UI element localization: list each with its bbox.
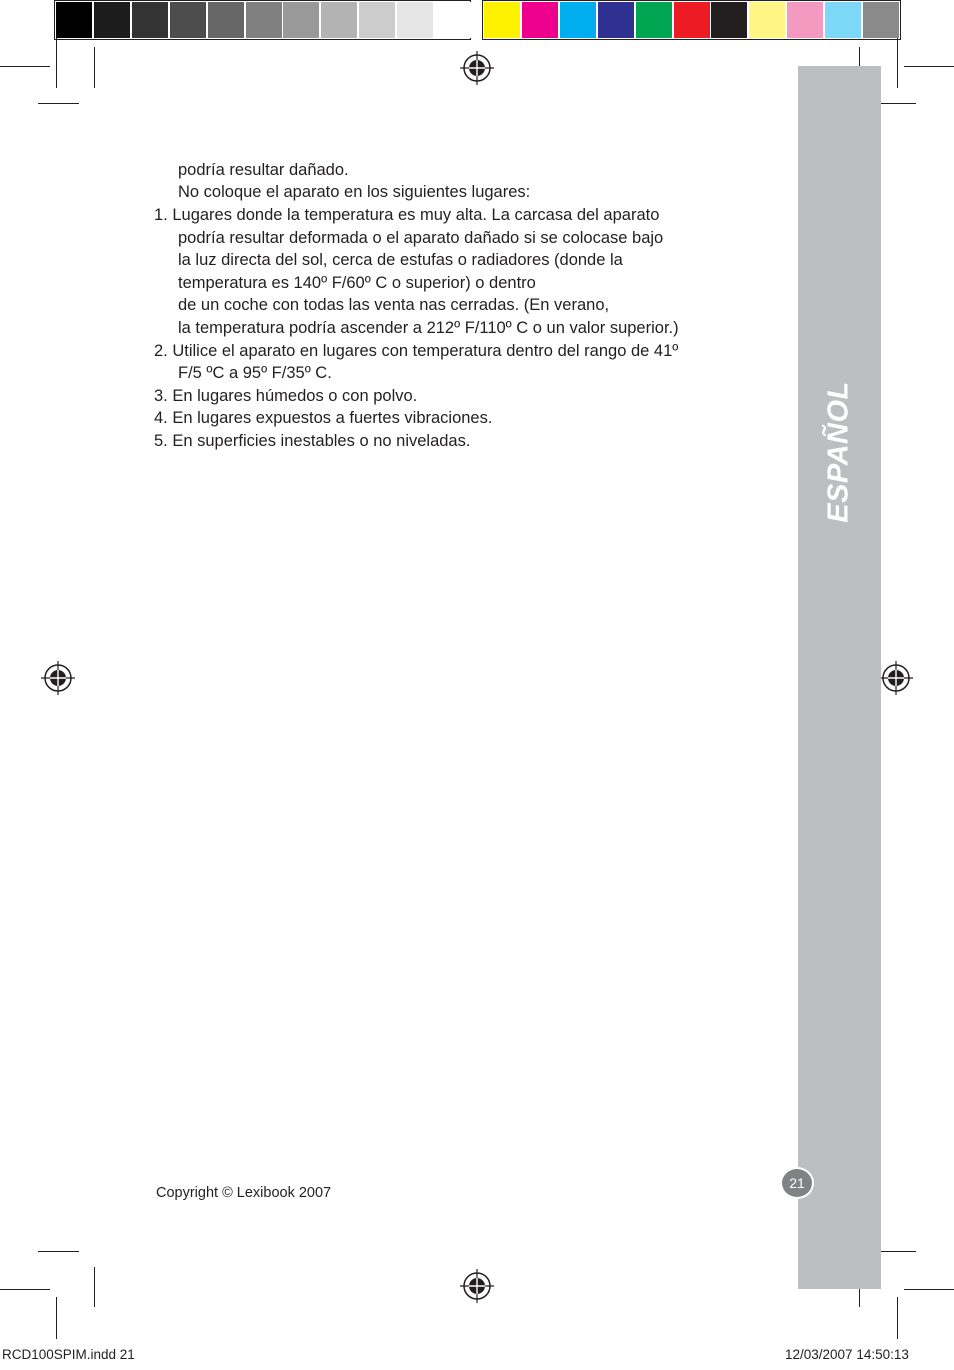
list-item: 5. En superficies inestables o no niveladas. (154, 432, 471, 450)
color-swatch (636, 2, 672, 38)
language-label: ESPAÑOL (822, 381, 855, 523)
crop-mark (897, 1297, 898, 1339)
color-swatch (711, 2, 747, 38)
list-item: 4. En lugares expuestos a fuertes vibraciones. (154, 409, 493, 427)
text-line: la temperatura podría ascender a 212º F/110º C o un valor superior.) (178, 319, 679, 337)
color-swatch (484, 2, 520, 38)
crop-mark (897, 38, 898, 88)
text-line: podría resultar dañado. (178, 161, 349, 179)
crop-mark (94, 1267, 95, 1307)
crop-mark (56, 38, 57, 88)
registration-mark-icon (41, 661, 75, 695)
crop-mark (875, 1251, 916, 1252)
gray-swatch (170, 2, 206, 38)
slug-datetime: 12/03/2007 14:50:13 (785, 1347, 909, 1362)
gray-swatch (359, 2, 395, 38)
list-item: 1. Lugares donde la temperatura es muy alta. La carcasa del aparato (154, 206, 660, 224)
page-number-badge: 21 (780, 1167, 814, 1199)
copyright-notice: Copyright © Lexibook 2007 (156, 1185, 332, 1201)
gray-swatch (246, 2, 282, 38)
text-line: de un coche con todas las venta nas cerradas. (En verano, (178, 296, 610, 314)
crop-mark (38, 1251, 79, 1252)
registration-mark-icon (460, 1269, 494, 1303)
language-sidebar (798, 66, 881, 1289)
crop-mark (94, 47, 95, 88)
text-line: temperatura es 140º F/60º C o superior) o dentro (178, 274, 536, 292)
list-item: 3. En lugares húmedos o con polvo. (154, 387, 418, 405)
gray-swatch (208, 2, 244, 38)
color-swatch (863, 2, 899, 38)
crop-mark (904, 1289, 954, 1290)
crop-mark (904, 66, 954, 67)
list-item: 2. Utilice el aparato en lugares con temperatura dentro del rango de 41º (154, 342, 679, 360)
gray-swatch (283, 2, 319, 38)
slug-filename: RCD100SPIM.indd 21 (2, 1347, 135, 1362)
color-swatch (787, 2, 823, 38)
gray-swatch (397, 2, 433, 38)
gray-swatch (132, 2, 168, 38)
text-line: F/5 ºC a 95º F/35º C. (178, 364, 332, 382)
crop-mark (875, 103, 916, 104)
crop-mark (38, 103, 79, 104)
color-swatch (560, 2, 596, 38)
color-swatch (522, 2, 558, 38)
text-line: podría resultar deformada o el aparato dañado si se colocase bajo (178, 229, 664, 247)
color-swatch (749, 2, 785, 38)
gray-swatch (56, 2, 92, 38)
text-line: No coloque el aparato en los siguientes lugares: (178, 183, 531, 201)
crop-mark (0, 1289, 50, 1290)
color-swatch (825, 2, 861, 38)
gray-swatch (435, 2, 471, 38)
crop-mark (56, 1297, 57, 1339)
registration-mark-icon (879, 661, 913, 695)
gray-swatch (94, 2, 130, 38)
color-swatch (598, 2, 634, 38)
color-swatch (674, 2, 710, 38)
crop-mark (0, 66, 50, 67)
text-line: la luz directa del sol, cerca de estufas o radiadores (donde la (178, 251, 623, 269)
gray-swatch (321, 2, 357, 38)
registration-mark-icon (460, 51, 494, 85)
